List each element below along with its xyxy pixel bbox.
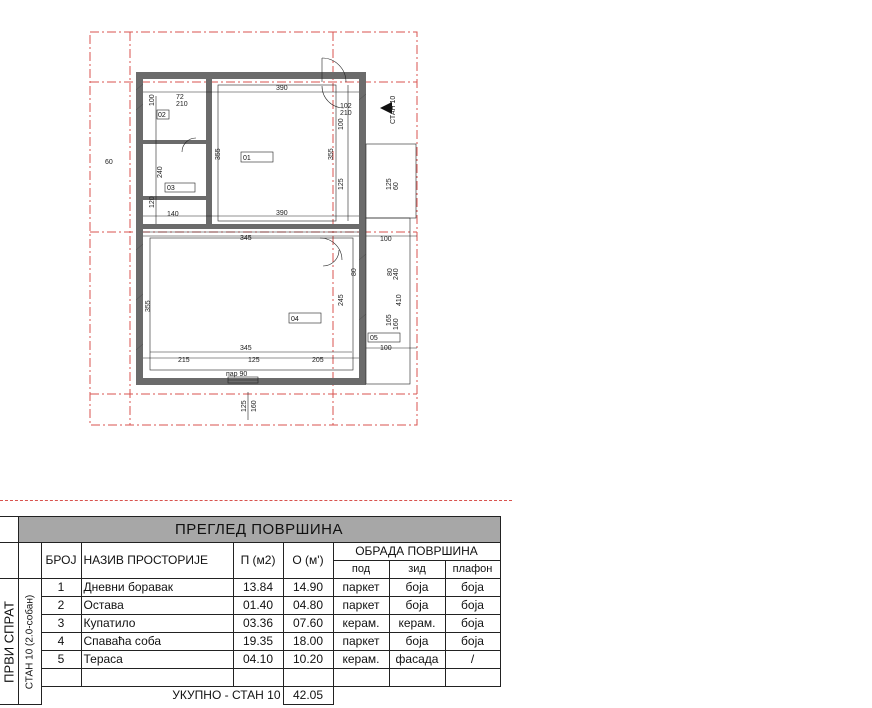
dim: 60: [105, 159, 113, 166]
dim: 160: [251, 400, 258, 412]
row-area: 13.84: [233, 579, 283, 597]
area-summary: [0, 496, 512, 708]
room-code-02: 02: [158, 112, 166, 119]
header-ceiling: плафон: [445, 561, 500, 579]
row-wall: боја: [389, 633, 445, 651]
header-room-name: НАЗИВ ПРОСТОРИЈЕ: [81, 543, 233, 579]
row-name: Тераса: [81, 651, 233, 669]
dim: 100: [380, 236, 392, 243]
dim: 240: [157, 166, 164, 178]
dim: 165: [386, 314, 393, 326]
total-value: 42.05: [283, 687, 333, 705]
area-table: [0, 516, 501, 705]
header-wall: зид: [389, 561, 445, 579]
dim: 390: [276, 210, 288, 217]
dim: 210: [340, 110, 352, 117]
row-ceiling: боја: [445, 615, 500, 633]
dim: 72: [176, 94, 184, 101]
row-number: 5: [41, 651, 81, 669]
room-code-03: 03: [167, 185, 175, 192]
row-perimeter: 14.90: [283, 579, 333, 597]
dim: 100: [380, 345, 392, 352]
dim: 205: [312, 357, 324, 364]
row-wall: фасада: [389, 651, 445, 669]
row-number: 3: [41, 615, 81, 633]
table-row: [0, 633, 500, 651]
row-wall: боја: [389, 579, 445, 597]
table-row: [0, 579, 500, 597]
row-ceiling: боја: [445, 633, 500, 651]
dim: 355: [145, 300, 152, 312]
row-perimeter: 18.00: [283, 633, 333, 651]
dim: 80: [351, 268, 358, 276]
row-floor: паркет: [333, 633, 389, 651]
dim: 100: [338, 118, 345, 130]
unit-label: СТАН 10 (2.0-собан): [24, 594, 35, 689]
row-area: 04.10: [233, 651, 283, 669]
row-floor: паркет: [333, 597, 389, 615]
row-number: 1: [41, 579, 81, 597]
walls: [136, 72, 366, 385]
dim: 102: [340, 103, 352, 110]
row-perimeter: 10.20: [283, 651, 333, 669]
header-number: БРОЈ: [41, 543, 81, 579]
dim: 345: [240, 345, 252, 352]
row-area: 19.35: [233, 633, 283, 651]
floor-cell: [0, 579, 18, 705]
row-area: 03.36: [233, 615, 283, 633]
dim: 120: [149, 196, 156, 208]
dim: 140: [167, 211, 179, 218]
row-name: Купатило: [81, 615, 233, 633]
row-ceiling: боја: [445, 579, 500, 597]
dim: 215: [178, 357, 190, 364]
row-name: Остава: [81, 597, 233, 615]
cut-line: [0, 500, 512, 501]
row-floor: паркет: [333, 579, 389, 597]
row-ceiling: боја: [445, 597, 500, 615]
dim: 240: [393, 268, 400, 280]
dim: 100: [149, 94, 156, 106]
door-note: пар 90: [226, 371, 248, 378]
row-wall: керам.: [389, 615, 445, 633]
dim: 355: [215, 148, 222, 160]
header-perimeter: О (м'): [283, 543, 333, 579]
table-row: [0, 651, 500, 669]
row-number: 2: [41, 597, 81, 615]
room-code-01: 01: [243, 155, 251, 162]
floor-label: ПРВИ СПРАТ: [1, 600, 17, 683]
row-perimeter: 04.80: [283, 597, 333, 615]
row-wall: боја: [389, 597, 445, 615]
dim: 390: [276, 85, 288, 92]
dim: 125: [338, 178, 345, 190]
total-row: [0, 687, 500, 705]
dim: 245: [338, 294, 345, 306]
dim: 125: [241, 400, 248, 412]
header-area: П (м2): [233, 543, 283, 579]
row-perimeter: 07.60: [283, 615, 333, 633]
row-number: 4: [41, 633, 81, 651]
dim: 125: [386, 178, 393, 190]
table-row: [0, 615, 500, 633]
header-floor: под: [333, 561, 389, 579]
dim: 125: [248, 357, 260, 364]
row-name: Дневни боравак: [81, 579, 233, 597]
header-finish: ОБРАДА ПОВРШИНА: [333, 543, 500, 561]
dim: 160: [393, 318, 400, 330]
dim: 60: [393, 182, 400, 190]
dim: 345: [240, 235, 252, 242]
dim: 410: [396, 294, 403, 306]
dim: 80: [387, 268, 394, 276]
row-floor: керам.: [333, 615, 389, 633]
row-area: 01.40: [233, 597, 283, 615]
table-row-empty: [0, 669, 500, 687]
row-floor: керам.: [333, 651, 389, 669]
table-row: [0, 597, 500, 615]
room-code-04: 04: [291, 316, 299, 323]
apartment-label: СТАН 10: [390, 95, 397, 124]
interior-lines: [143, 58, 417, 420]
dim: 355: [328, 148, 335, 160]
row-name: Спаваћа соба: [81, 633, 233, 651]
table-title: ПРЕГЛЕД ПОВРШИНА: [18, 517, 500, 543]
total-label: УКУПНО - СТАН 10: [41, 687, 283, 705]
unit-cell: [18, 579, 41, 705]
room-code-05: 05: [370, 335, 378, 342]
dim: 210: [176, 101, 188, 108]
row-ceiling: /: [445, 651, 500, 669]
